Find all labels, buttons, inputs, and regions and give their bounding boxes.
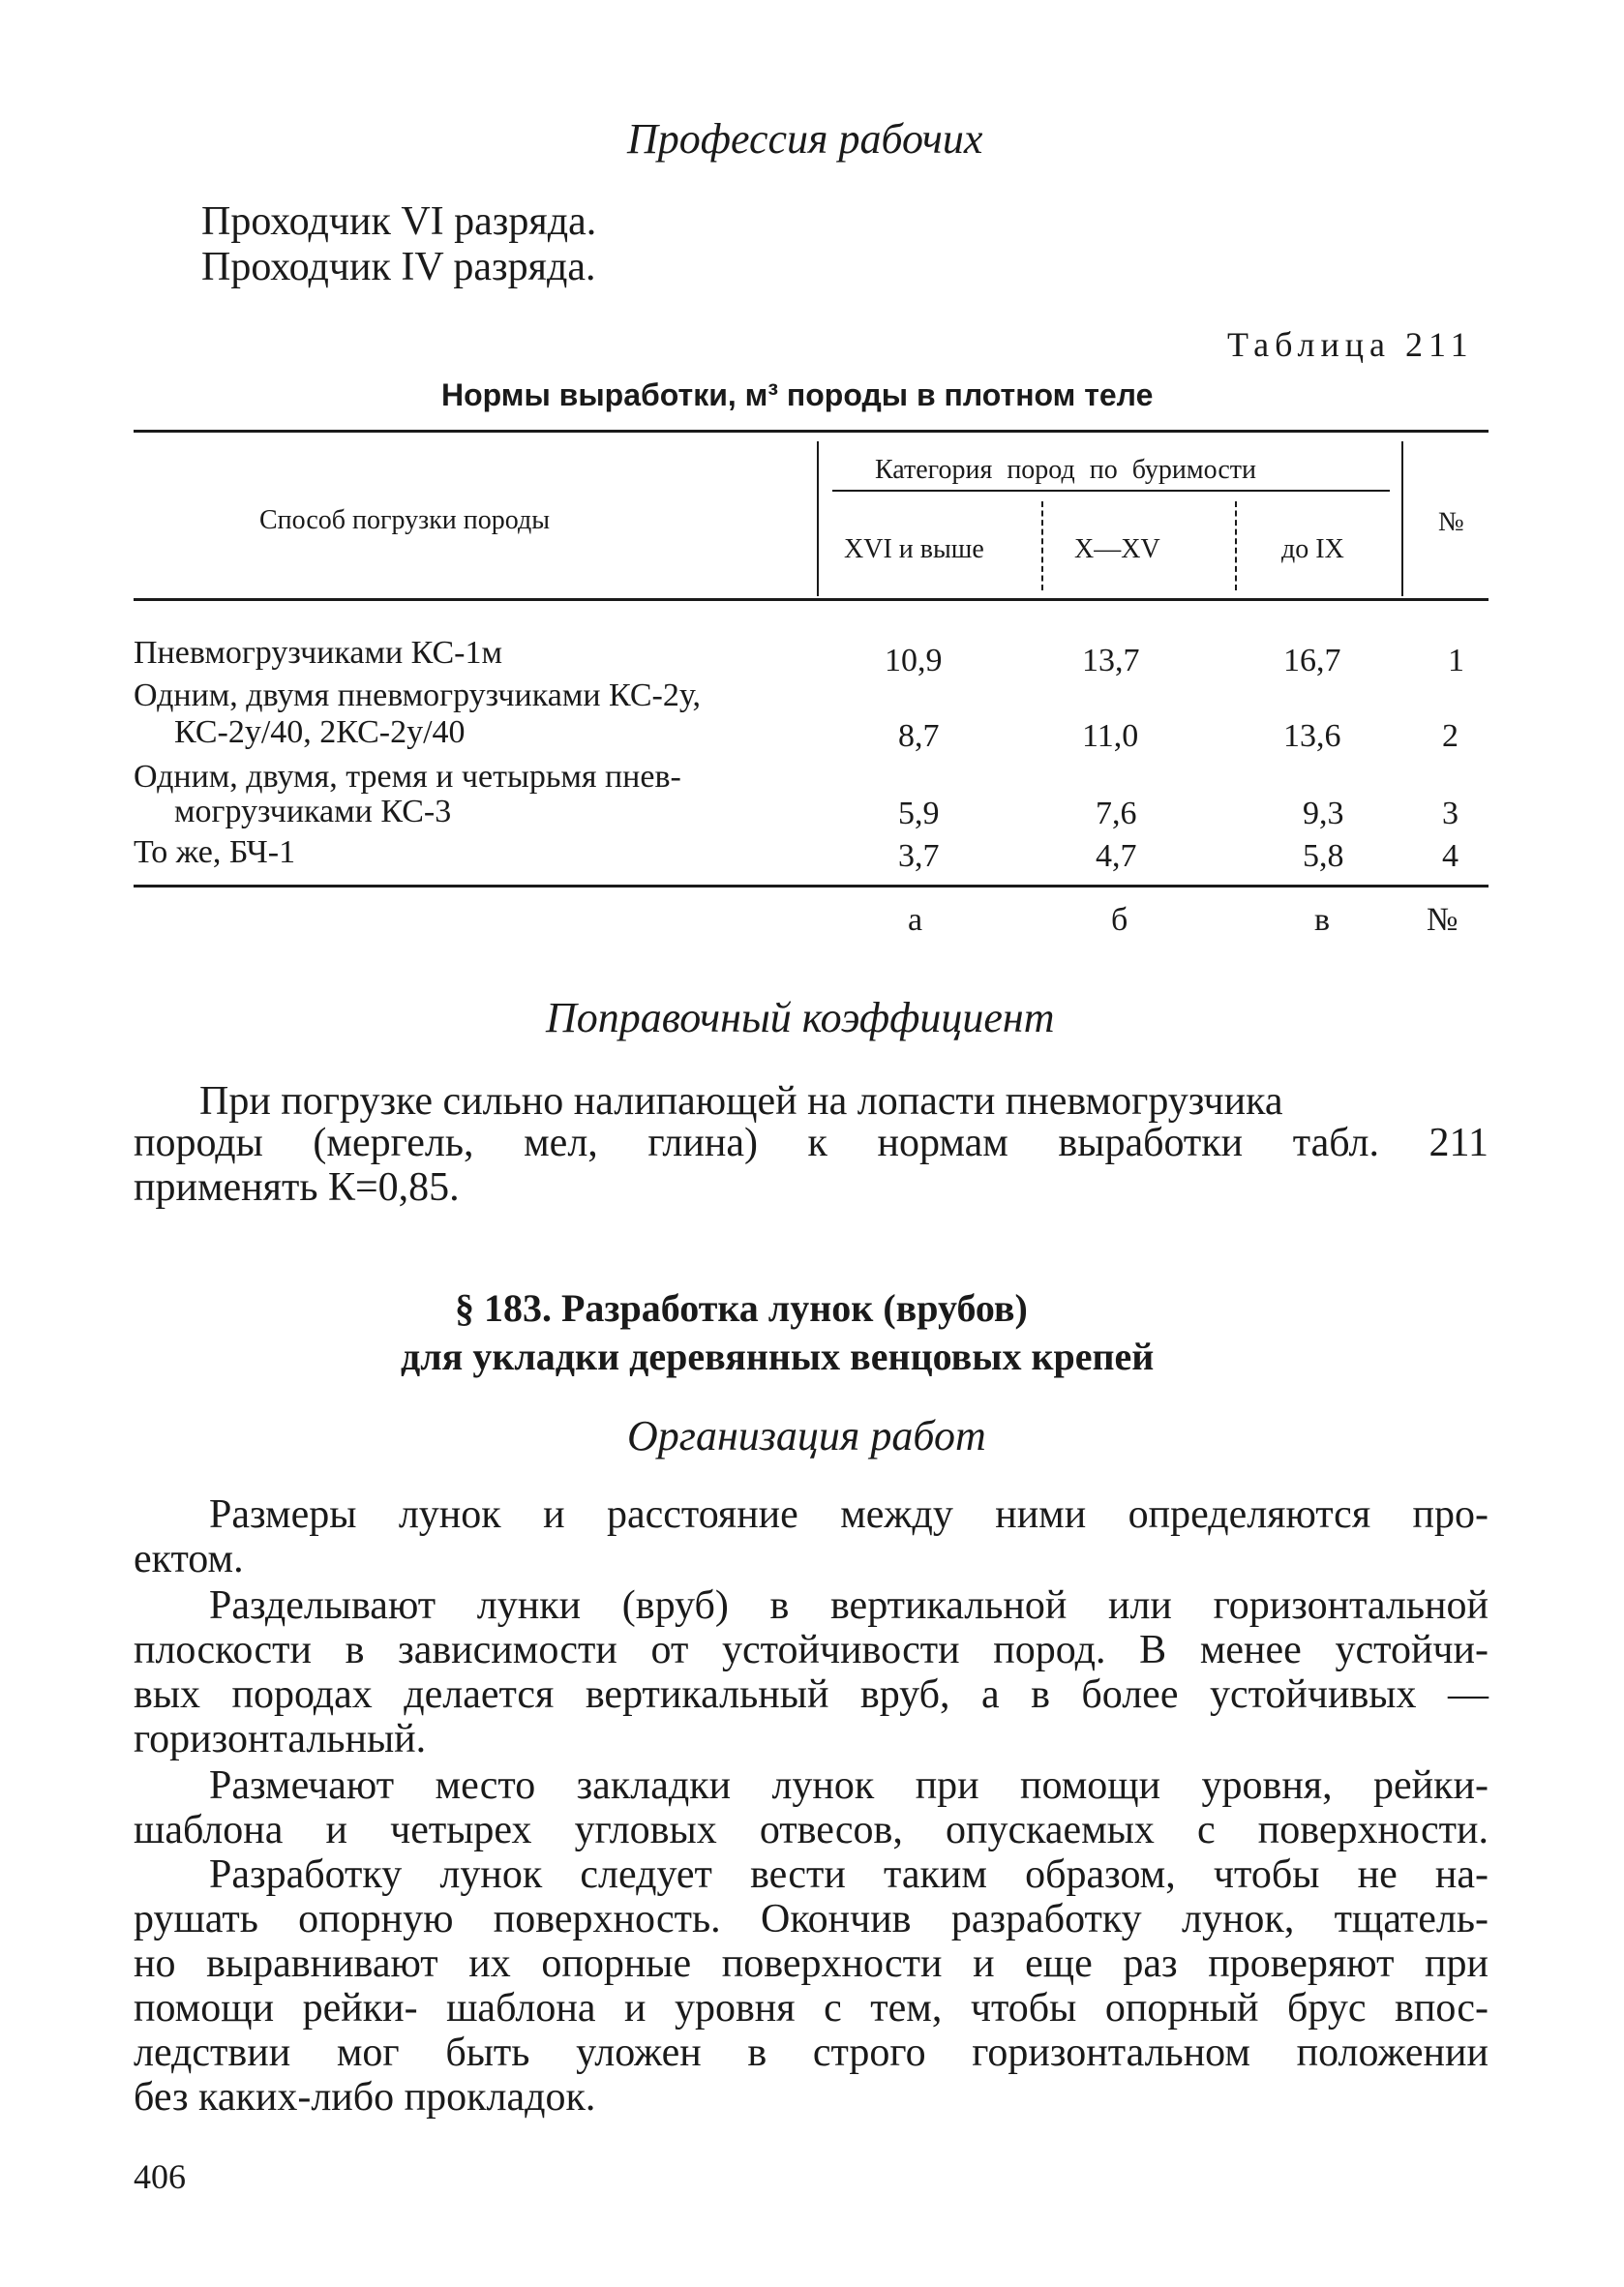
- table-top-rule: [134, 430, 1489, 433]
- page-number: 406: [134, 2157, 186, 2196]
- worker-line: Проходчик IV разряда.: [201, 245, 596, 289]
- table-group-rule: [832, 490, 1390, 492]
- text-line: плоскости в зависимости от устойчивости пород. В менее устойчи-: [134, 1628, 1489, 1672]
- text-line: рушать опорную поверхность. Окончив разработку лунок, тщатель-: [134, 1897, 1489, 1941]
- text-line: породы (мергель, мел, глина) к нормам выработки табл. 211: [134, 1121, 1489, 1165]
- table-header-rule: [134, 598, 1489, 601]
- text-line: Разработку лунок следует вести таким образом, чтобы не на-: [209, 1852, 1489, 1897]
- row-method-cont: КС-2у/40, 2КС-2у/40: [174, 714, 466, 750]
- cell-no: 3: [1442, 796, 1459, 831]
- cell-a: 8,7: [898, 718, 940, 754]
- workers-heading: Профессия рабочих: [627, 115, 983, 163]
- text-line: Разделывают лунки (вруб) в вертикальной или горизонтальной: [209, 1583, 1489, 1628]
- text-line: горизонтальный.: [134, 1717, 427, 1761]
- cell-a: 3,7: [898, 838, 940, 874]
- text-line: Размечают место закладки лунок при помощи уровня, рейки-: [209, 1763, 1489, 1808]
- footer-label: №: [1427, 902, 1459, 938]
- text-line: помощи рейки- шаблона и уровня с тем, чтобы опорный брус впос-: [134, 1986, 1489, 2031]
- table-caption: Нормы выработки, м³ породы в плотном теле: [441, 377, 1154, 412]
- cell-b: 4,7: [1096, 838, 1137, 874]
- table-vline: [1401, 441, 1403, 596]
- organization-heading: Организация работ: [627, 1412, 986, 1459]
- text-line: Размеры лунок и расстояние между ними определяются про-: [209, 1492, 1489, 1537]
- col-method-header: Способ погрузки породы: [259, 505, 551, 535]
- text-line: ектом.: [134, 1537, 244, 1581]
- row-method: Одним, двумя, тремя и четырьмя пнев-: [134, 759, 681, 795]
- cell-b: 7,6: [1096, 796, 1137, 831]
- table-dash: [1041, 501, 1043, 590]
- text-line: При погрузке сильно налипающей на лопасти пневмогрузчика: [199, 1079, 1283, 1124]
- col-sub-header: до IX: [1281, 534, 1344, 564]
- cell-b: 13,7: [1082, 643, 1140, 678]
- cell-c: 16,7: [1283, 643, 1341, 678]
- col-group-header: Категория пород по буримости: [875, 455, 1256, 485]
- text-line: ледствии мог быть уложен в строго горизонтальном положении: [134, 2031, 1489, 2075]
- worker-line: Проходчик VI разряда.: [201, 199, 597, 244]
- section-title: § 183. Разработка лунок (врубов): [455, 1286, 1028, 1330]
- table-bottom-rule: [134, 885, 1489, 888]
- table-dash: [1235, 501, 1237, 590]
- cell-a: 10,9: [885, 643, 943, 678]
- col-sub-header: XVI и выше: [844, 534, 984, 564]
- section-title: для укладки деревянных венцовых крепей: [401, 1335, 1155, 1378]
- cell-c: 13,6: [1283, 718, 1341, 754]
- cell-no: 4: [1442, 838, 1459, 874]
- text-line: но выравнивают их опорные поверхности и еще раз проверяют при: [134, 1941, 1489, 1986]
- cell-no: 2: [1442, 718, 1459, 754]
- row-method: Одним, двумя пневмогрузчиками КС-2у,: [134, 677, 701, 713]
- cell-c: 9,3: [1303, 796, 1344, 831]
- footer-label: в: [1314, 902, 1331, 938]
- correction-heading: Поправочный коэффициент: [546, 994, 1055, 1041]
- cell-c: 5,8: [1303, 838, 1344, 874]
- col-no-header: №: [1438, 507, 1464, 537]
- cell-a: 5,9: [898, 796, 940, 831]
- text-line: вых породах делается вертикальный вруб, а в более устойчивых —: [134, 1672, 1489, 1717]
- table-number: Таблица 211: [1227, 325, 1474, 364]
- col-sub-header: X—XV: [1074, 534, 1160, 564]
- row-method: То же, БЧ-1: [134, 834, 296, 870]
- row-method: Пневмогрузчиками КС-1м: [134, 635, 503, 671]
- text-line: применять К=0,85.: [134, 1165, 460, 1210]
- row-method-cont: могрузчиками КС-3: [174, 794, 452, 829]
- footer-label: а: [908, 902, 923, 938]
- text-line: шаблона и четырех угловых отвесов, опускаемых с поверхности.: [134, 1808, 1489, 1852]
- cell-no: 1: [1448, 643, 1464, 678]
- text-line: без каких-либо прокладок.: [134, 2075, 596, 2120]
- cell-b: 11,0: [1082, 718, 1139, 754]
- table-vline: [817, 441, 819, 596]
- footer-label: б: [1111, 902, 1128, 938]
